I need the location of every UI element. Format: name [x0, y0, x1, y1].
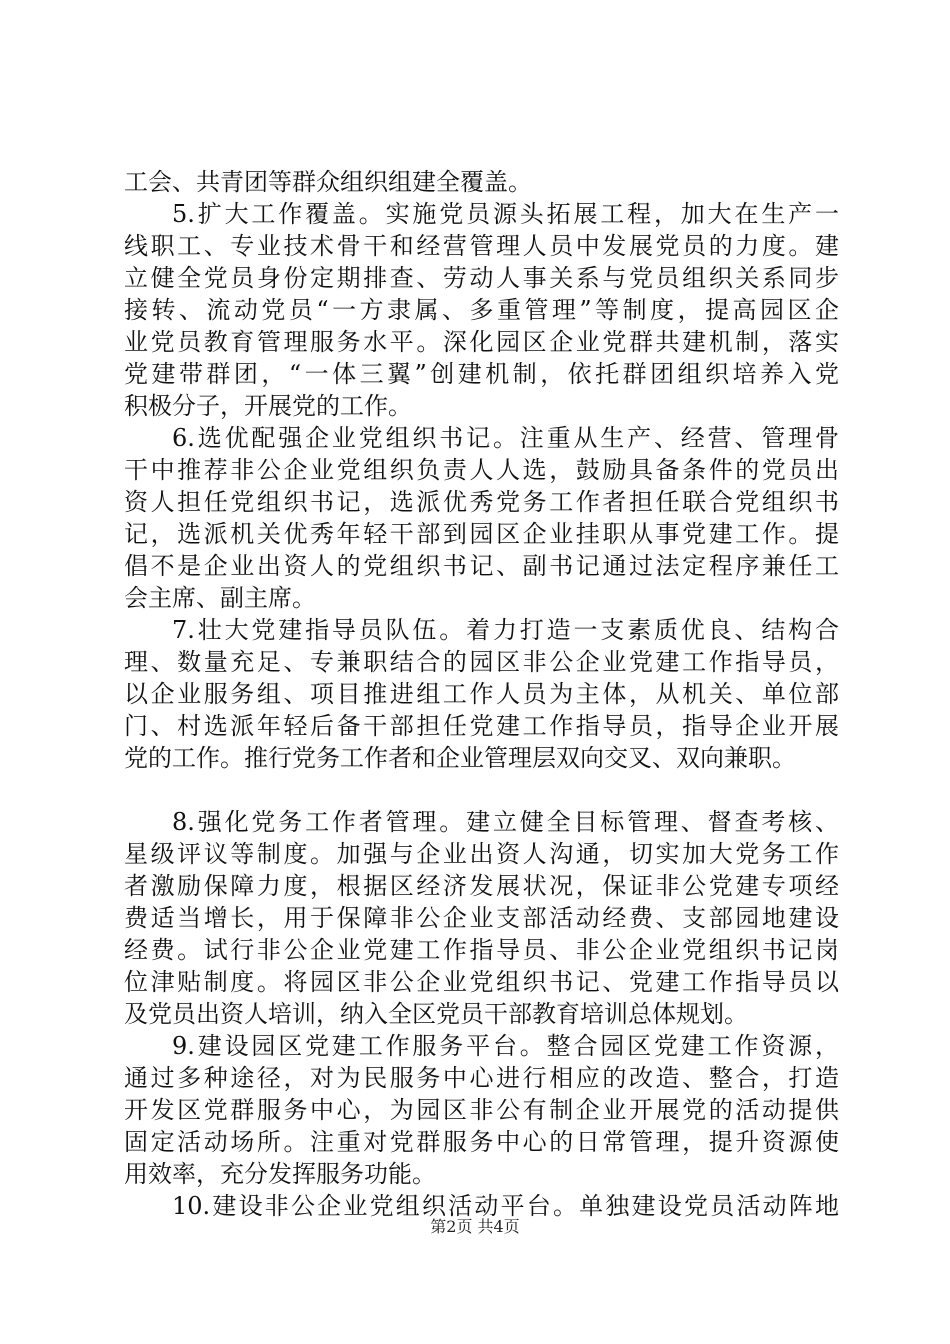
text-line: 开发区党群服务中心，为园区非公有制企业开展党的活动提供 — [124, 1096, 839, 1124]
text-line: 以企业服务组、项目推进组工作人员为主体，从机关、单位部 — [124, 680, 839, 708]
text-line: 经费。试行非公企业党建工作指导员、非公企业党组织书记岗 — [124, 936, 839, 964]
text-line: 党的工作。推行党务工作者和企业管理层双向交叉、双向兼职。 — [124, 744, 796, 772]
text-line: 7.壮大党建指导员队伍。着力打造一支素质优良、结构合 — [172, 616, 839, 644]
blank-line — [124, 774, 839, 806]
text-line: 工会、共青团等群众组织组建全覆盖。 — [124, 168, 532, 196]
text-line: 费适当增长，用于保障非公企业支部活动经费、支部园地建设 — [124, 904, 839, 932]
text-line: 5.扩大工作覆盖。实施党员源头拓展工程，加大在生产一 — [172, 200, 839, 228]
text-line: 门、村选派年轻后备干部担任党建工作指导员，指导企业开展 — [124, 712, 839, 740]
text-line: 者激励保障力度，根据区经济发展状况，保证非公党建专项经 — [124, 872, 839, 900]
text-line: 线职工、专业技术骨干和经营管理人员中发展党员的力度。建 — [124, 232, 839, 260]
text-line: 接转、流动党员“一方隶属、多重管理”等制度，提高园区企 — [124, 296, 839, 324]
text-line: 记，选派机关优秀年轻干部到园区企业挂职从事党建工作。提 — [124, 520, 839, 548]
page-number-footer: 第2页 共4页 — [430, 1217, 520, 1236]
text-line: 星级评议等制度。加强与企业出资人沟通，切实加大党务工作 — [124, 840, 839, 868]
text-line: 通过多种途径，对为民服务中心进行相应的改造、整合，打造 — [124, 1064, 839, 1092]
text-line: 业党员教育管理服务水平。深化园区企业党群共建机制，落实 — [124, 328, 839, 356]
text-line: 6.选优配强企业党组织书记。注重从生产、经营、管理骨 — [172, 424, 839, 452]
document-body — [124, 166, 839, 1222]
text-line: 10.建设非公企业党组织活动平台。单独建设党员活动阵地 — [172, 1192, 839, 1220]
text-line: 党建带群团，“一体三翼”创建机制，依托群团组织培养入党 — [124, 360, 839, 388]
text-line: 理、数量充足、专兼职结合的园区非公企业党建工作指导员， — [124, 648, 839, 676]
text-line: 位津贴制度。将园区非公企业党组织书记、党建工作指导员以 — [124, 968, 839, 996]
text-line: 用效率，充分发挥服务功能。 — [124, 1160, 436, 1188]
text-line: 积极分子，开展党的工作。 — [124, 392, 412, 420]
text-line: 及党员出资人培训，纳入全区党员干部教育培训总体规划。 — [124, 1000, 748, 1028]
text-line: 干中推荐非公企业党组织负责人人选，鼓励具备条件的党员出 — [124, 456, 839, 484]
text-line: 会主席、副主席。 — [124, 584, 316, 612]
text-line: 资人担任党组织书记，选派优秀党务工作者担任联合党组织书 — [124, 488, 839, 516]
text-line: 立健全党员身份定期排查、劳动人事关系与党员组织关系同步 — [124, 264, 839, 292]
text-line: 固定活动场所。注重对党群服务中心的日常管理，提升资源使 — [124, 1128, 839, 1156]
text-line: 9.建设园区党建工作服务平台。整合园区党建工作资源， — [172, 1032, 839, 1060]
text-line: 倡不是企业出资人的党组织书记、副书记通过法定程序兼任工 — [124, 552, 839, 580]
text-line: 8.强化党务工作者管理。建立健全目标管理、督查考核、 — [172, 808, 839, 836]
